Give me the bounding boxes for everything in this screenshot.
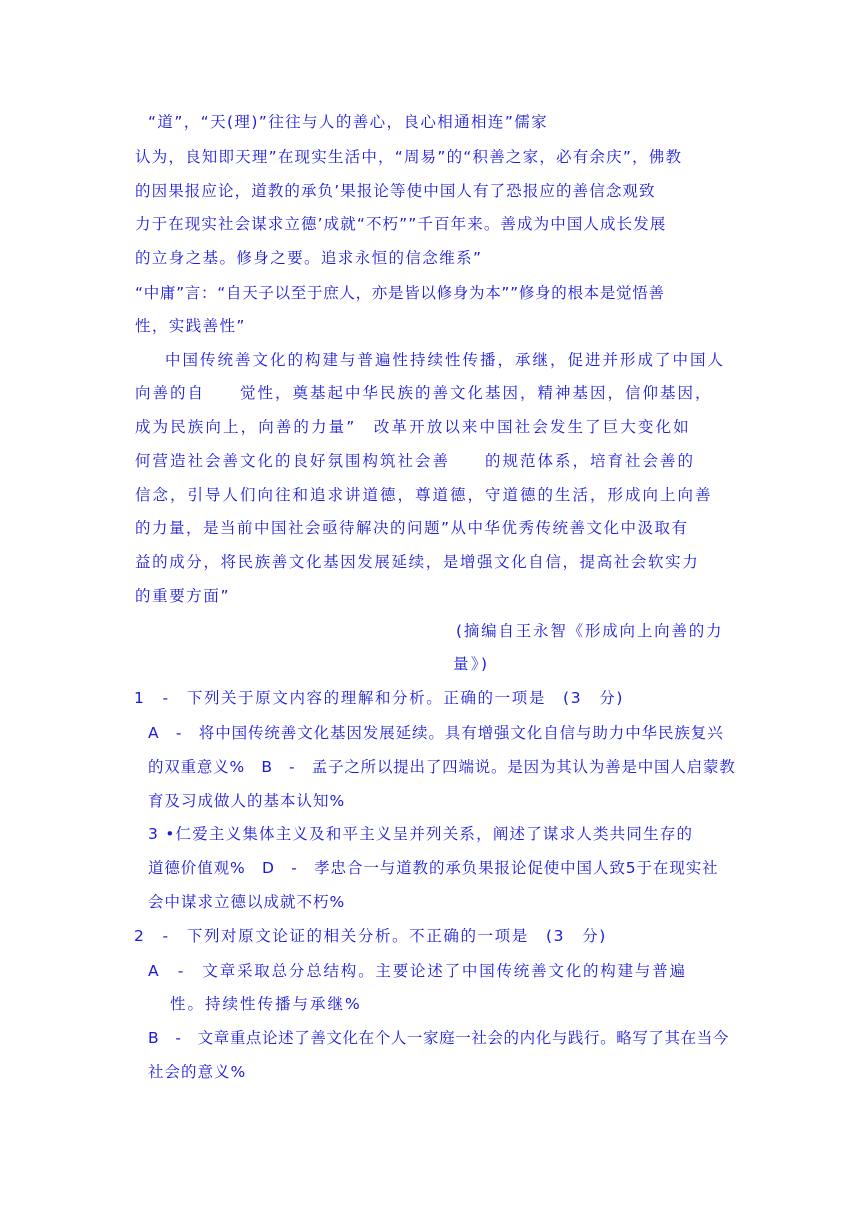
body-line-10: 成为民族向上，向善的力量” 改革开放以来中国社会发生了巨大变化如 [135,418,691,436]
body-line-13: 的力量，是当前中国社会亟待解决的问题”从中华优秀传统善文化中汲取有 [135,519,689,537]
question-2-stem: 2 - 下列对原文论证的相关分析。不正确的一项是 (3 分) [134,927,607,945]
question-1-option-a-line-1: A - 将中国传统善文化基因发展延续。具有增强文化自信与助力中华民族复兴 [148,724,724,742]
body-line-14: 益的成分，将民族善文化基因发展延续，是增强文化自信，提高社会软实力 [135,553,700,571]
question-2-option-b-line-1: B - 文章重点论述了善文化在个人一家庭一社会的内化与践行。略写了其在当今 [148,1029,729,1047]
body-line-8: 中国传统善文化的构建与普遍性持续性传播，承继，促进并形成了中国人 [165,351,726,369]
body-line-12: 信念，引导人们向往和追求讲道德，尊道德，守道德的生活，形成向上向善 [135,486,713,504]
question-1-option-c-d-line: 道德价值观% D - 孝忠合一与道教的承负果报论促使中国人致5于在现实社 [148,859,719,877]
body-line-11: 何营造社会善文化的良好氛围构筑社会善 的规范体系，培育社会善的 [135,452,696,470]
source-attribution-line-2: 量》) [453,655,490,673]
body-line-7: 性，实践善性” [135,317,246,335]
question-2-option-a-line-1: A - 文章采取总分总结构。主要论述了中国传统善文化的构建与普遍 [148,962,687,980]
question-1-option-c-line-1: 3 •仁爱主义集体主义及和平主义呈并列关系，阐述了谋求人类共同生存的 [148,825,694,843]
question-2-option-a-line-2: 性。持续性传播与承继% [170,995,362,1013]
body-line-9: 向善的自 觉性，奠基起中华民族的善文化基因，精神基因，信仰基因， [135,384,713,402]
body-line-1: “道”，“天(理)”往往与人的善心，良心相通相连”儒家 [148,113,549,131]
question-1-option-d-line-2: 会中谋求立德以成就不朽% [148,893,346,911]
source-attribution-line-1: (摘编自王永智《形成向上向善的力 [456,622,724,640]
body-line-5: 的立身之基。修身之要。追求永恒的信念维系” [135,249,483,267]
body-line-3: 的因果报应论，道教的承负’果报论等使中国人有了恐报应的善信念观致 [135,182,656,200]
body-line-15: 的重要方面” [135,587,231,605]
body-line-4: 力于在现实社会谋求立德’成就“不朽””千百年来。善成为中国人成长发展 [135,215,667,233]
question-1-option-a-b-line: 的双重意义% B - 孟子之所以提出了四端说。是因为其认为善是中国人启蒙教 [148,758,736,776]
question-1-stem: 1 - 下列关于原文内容的理解和分析。正确的一项是 (3 分) [134,689,625,707]
body-line-2: 认为，良知即天理”在现实生活中，“周易”的“积善之家，必有余庆”，佛教 [135,148,683,166]
body-line-6: “中庸”言：“自天子以至于庶人，亦是皆以修身为本””修身的根本是觉悟善 [135,284,665,302]
question-1-option-b-line-2: 育及习成做人的基本认知% [148,792,346,810]
question-2-option-b-line-2: 社会的意义% [148,1063,247,1081]
